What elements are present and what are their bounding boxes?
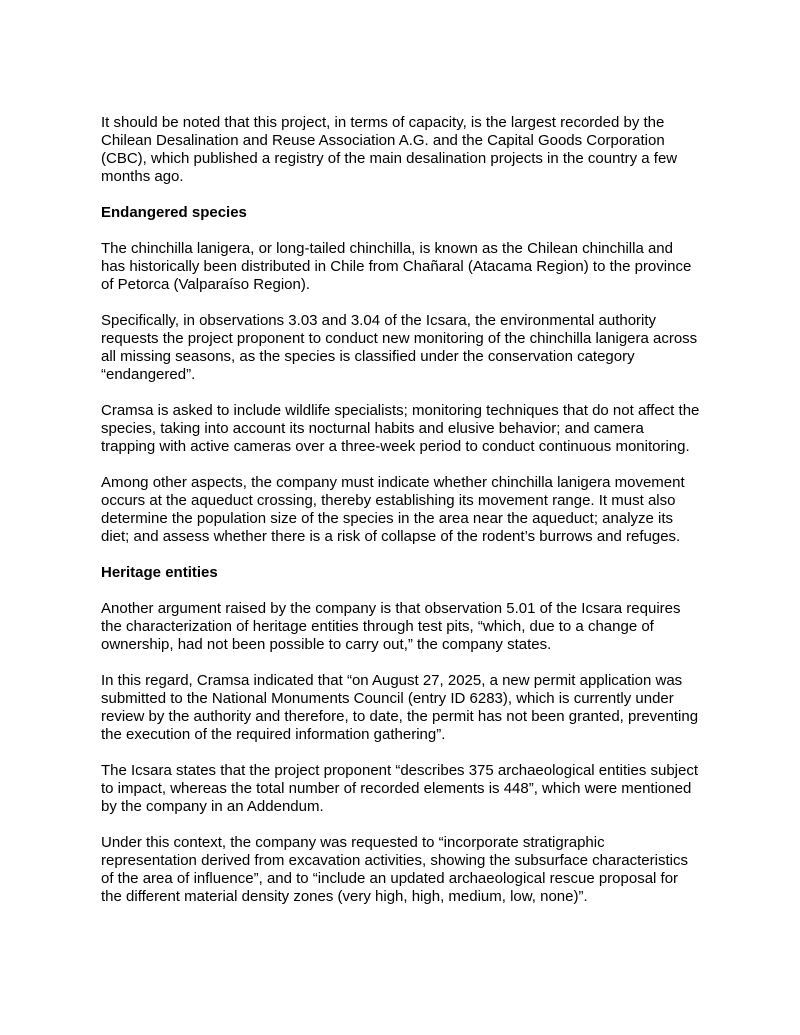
paragraph-wildlife-monitoring: Cramsa is asked to include wildlife specialists; monitoring techniques that do not affect the species, taking into account its nocturnal habits and elusive behavior; and camera trapping with active cameras over a three-week period to conduct continuous monitoring. [101,402,700,455]
document-page [101,114,701,924]
paragraph-archaeological-entities: The Icsara states that the project proponent “describes 375 archaeological entities subject to impact, whereas the total number of recorded elements is 448”, which were mentioned by the company in an Addendum. [101,762,699,815]
paragraph-permit-application: In this regard, Cramsa indicated that “on August 27, 2025, a new permit application was submitted to the National Monuments Council (entry ID 6283), which is currently under review by the authority and therefore, to date, the permit has not been granted, preventing the execution of the required information gathering”. [101,672,699,743]
paragraph-test-pits: Another argument raised by the company is that observation 5.01 of the Icsara requires the characterization of heritage entities through test pits, “which, due to a change of ownership, had not been possible to carry out,” the company states. [101,600,681,653]
paragraph-stratigraphic-request: Under this context, the company was requested to “incorporate stratigraphic representation derived from excavation activities, showing the subsurface characteristics of the area of influence”, and to “include an updated archaeological rescue proposal for the different material density zones (very high, high, medium, low, none)”. [101,834,688,905]
paragraph-chinchilla-distribution: The chinchilla lanigera, or long-tailed chinchilla, is known as the Chilean chinchilla and has historically been distributed in Chile from Chañaral (Atacama Region) to the province of Petorca (Valparaíso Region). [101,240,692,293]
heading-endangered-species: Endangered species [101,204,247,221]
paragraph-aqueduct-movement: Among other aspects, the company must indicate whether chinchilla lanigera movement occurs at the aqueduct crossing, thereby establishing its movement range. It must also determine the population size of the species in the area near the aqueduct; analyze its diet; and assess whether there is a risk of collapse of the rodent’s burrows and refuges. [101,474,685,545]
paragraph-icsara-observations: Specifically, in observations 3.03 and 3.04 of the Icsara, the environmental authority requests the project proponent to conduct new monitoring of the chinchilla lanigera across all missing seasons, as the species is classified under the conservation category “endangered”. [101,312,698,383]
paragraph-desalination-registry: It should be noted that this project, in terms of capacity, is the largest recorded by the Chilean Desalination and Reuse Association A.G. and the Capital Goods Corporation (CBC), which published a registry of the main desalination projects in the country a few months ago. [101,114,678,185]
heading-heritage-entities: Heritage entities [101,564,218,581]
